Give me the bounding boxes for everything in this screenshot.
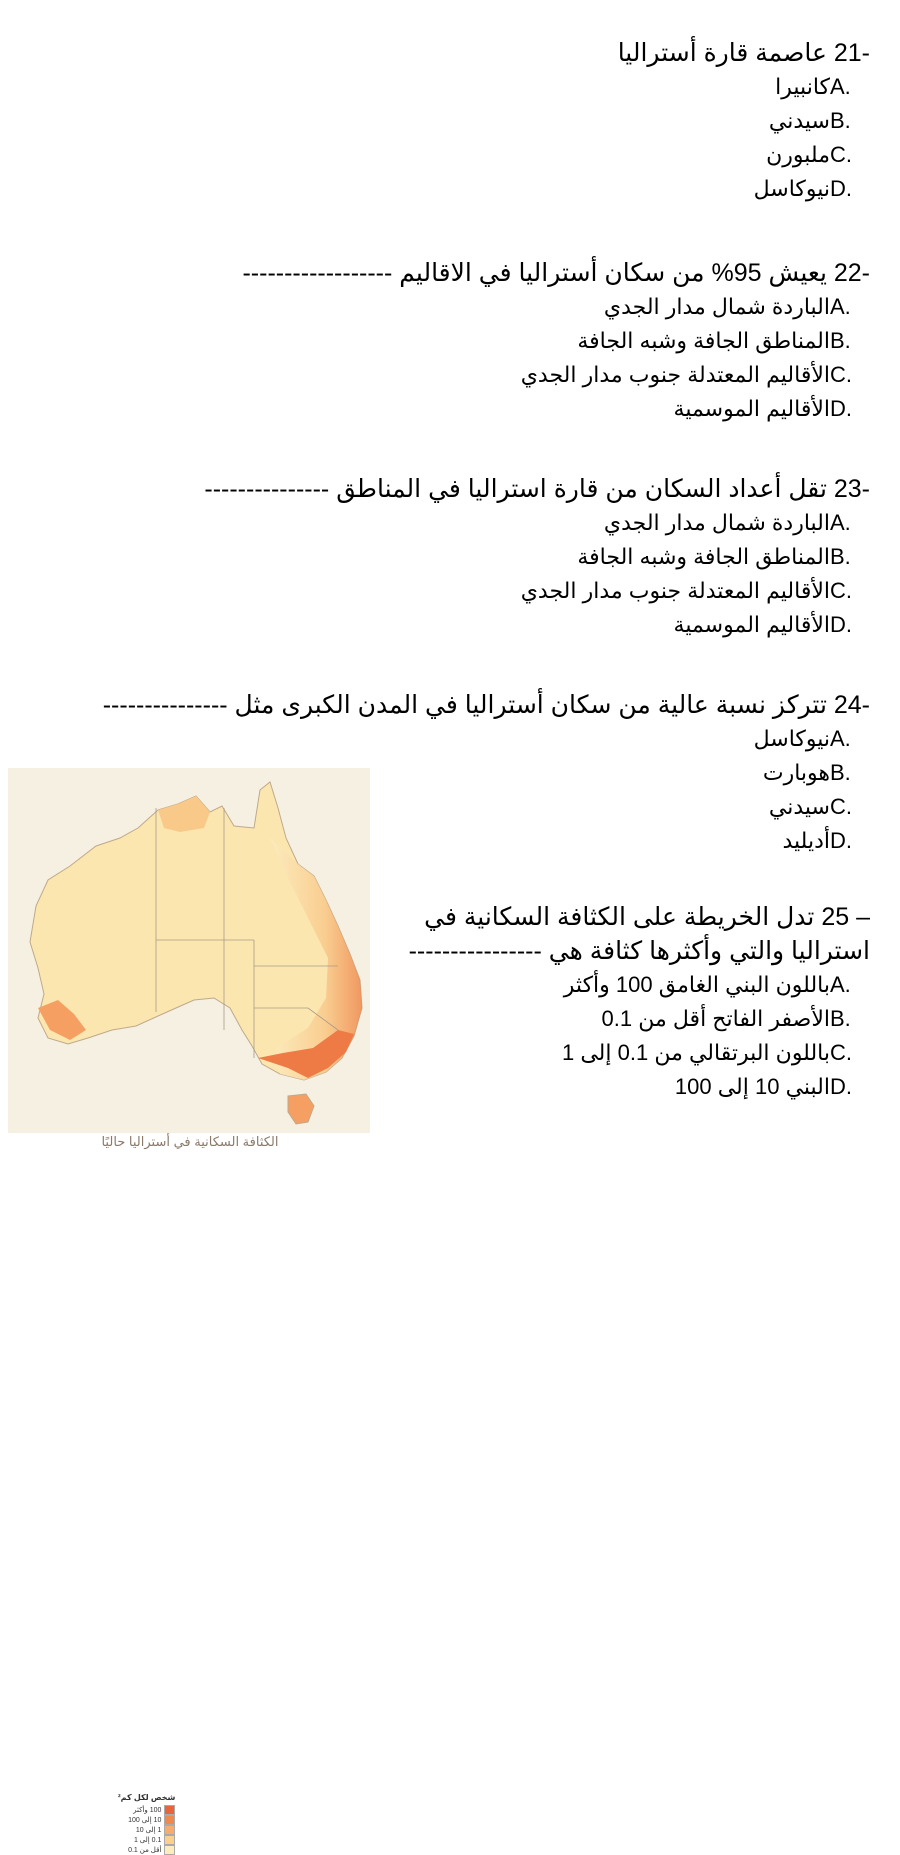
option-text: الأصفر الفاتح أقل من 0.1 <box>601 1006 830 1031</box>
option-letter: A. <box>830 726 851 751</box>
question-number: 25 – <box>821 903 870 931</box>
legend-label: 0.1 إلى 1 <box>133 1837 162 1844</box>
question-q21 <box>618 36 870 206</box>
option-letter: B. <box>830 760 851 785</box>
question-body: تتركز نسبة عالية من سكان أستراليا في المدن الكبرى مثل --------------- <box>102 691 827 719</box>
option-letter: D. <box>830 396 852 421</box>
option-letter: A. <box>830 74 851 99</box>
legend-entry <box>118 1845 175 1855</box>
tasmania-shape <box>288 1094 314 1124</box>
option-letter: B. <box>830 108 851 133</box>
option-letter: B. <box>830 1006 851 1031</box>
option-c[interactable] <box>618 138 870 172</box>
legend-swatch <box>164 1805 175 1815</box>
legend-entry <box>118 1805 175 1815</box>
legend-label: أقل من 0.1 <box>128 1847 162 1854</box>
option-b[interactable] <box>242 324 870 358</box>
option-letter: A. <box>830 294 851 319</box>
option-letter: D. <box>830 1074 852 1099</box>
question-text <box>103 688 870 722</box>
option-letter: D. <box>830 828 852 853</box>
question-text <box>204 472 870 506</box>
option-text: الأقاليم الموسمية <box>673 612 830 637</box>
question-body: تقل أعداد السكان من قارة استراليا في المناطق --------------- <box>204 475 827 503</box>
option-text: باللون البرتقالي من 0.1 إلى 1 <box>561 1040 830 1065</box>
option-text: الباردة شمال مدار الجدي <box>603 510 830 535</box>
option-letter: A. <box>830 510 851 535</box>
option-text: الأقاليم الموسمية <box>673 396 830 421</box>
question-number: 24- <box>833 691 870 719</box>
option-text: ملبورن <box>766 142 830 167</box>
question-number: 23- <box>833 475 870 503</box>
option-a[interactable] <box>380 968 870 1002</box>
option-text: الباردة شمال مدار الجدي <box>603 294 830 319</box>
option-d[interactable] <box>618 172 870 206</box>
option-text: البني 10 إلى 100 <box>674 1074 830 1099</box>
option-text: سيدني <box>768 794 830 819</box>
option-d[interactable] <box>242 392 870 426</box>
option-letter: C. <box>830 1040 852 1065</box>
question-text <box>618 36 870 70</box>
option-letter: C. <box>830 578 852 603</box>
option-text: الأقاليم المعتدلة جنوب مدار الجدي <box>520 362 830 387</box>
option-a[interactable] <box>242 290 870 324</box>
option-letter: C. <box>830 142 852 167</box>
question-number: 22- <box>833 259 870 287</box>
legend-swatch <box>164 1815 175 1825</box>
option-b[interactable] <box>204 540 870 574</box>
question-body: تدل الخريطة على الكثافة السكانية في استراليا والتي وأكثرها كثافة هي ---------------- <box>408 903 870 965</box>
option-d[interactable] <box>380 1070 870 1104</box>
option-text: باللون البني الغامق 100 وأكثر <box>563 972 830 997</box>
option-text: المناطق الجافة وشبه الجافة <box>577 544 830 569</box>
option-text: نيوكاسل <box>753 176 830 201</box>
question-number: 21- <box>833 39 870 67</box>
option-c[interactable] <box>242 358 870 392</box>
option-letter: C. <box>830 362 852 387</box>
option-letter: D. <box>830 612 852 637</box>
map-caption: الكثافة السكانية في أستراليا حاليًا <box>101 1134 279 1149</box>
option-text: سيدني <box>768 108 830 133</box>
option-c[interactable] <box>380 1036 870 1070</box>
legend-label: 100 وأكثر <box>133 1807 162 1814</box>
option-text: المناطق الجافة وشبه الجافة <box>577 328 830 353</box>
legend-entry <box>118 1835 175 1845</box>
legend-entry <box>118 1815 175 1825</box>
option-letter: B. <box>830 544 851 569</box>
legend-title: شخص لكل كم² <box>118 1793 176 1802</box>
question-q23 <box>204 472 870 642</box>
option-letter: C. <box>830 794 852 819</box>
option-b[interactable] <box>618 104 870 138</box>
legend-swatch <box>164 1845 175 1855</box>
legend-label: 10 إلى 100 <box>128 1817 162 1824</box>
option-a[interactable] <box>204 506 870 540</box>
option-b[interactable] <box>380 1002 870 1036</box>
option-a[interactable] <box>103 722 870 756</box>
legend-entry <box>118 1825 175 1835</box>
legend-swatch <box>164 1825 175 1835</box>
question-text <box>242 256 870 290</box>
option-letter: B. <box>830 328 851 353</box>
option-c[interactable] <box>204 574 870 608</box>
option-text: نيوكاسل <box>753 726 830 751</box>
option-a[interactable] <box>618 70 870 104</box>
question-text <box>380 900 870 968</box>
map-legend <box>118 1793 175 1855</box>
legend-swatch <box>164 1835 175 1845</box>
question-body: يعيش 95% من سكان أستراليا في الاقاليم ------------------ <box>242 259 827 287</box>
question-q25 <box>380 900 870 1104</box>
option-text: الأقاليم المعتدلة جنوب مدار الجدي <box>520 578 830 603</box>
legend-label: 1 إلى 10 <box>135 1827 162 1834</box>
option-d[interactable] <box>204 608 870 642</box>
option-letter: D. <box>830 176 852 201</box>
option-letter: A. <box>830 972 851 997</box>
option-text: هوبارت <box>762 760 830 785</box>
option-text: كانبيرا <box>775 74 830 99</box>
question-q22 <box>242 256 870 426</box>
question-body: عاصمة قارة أستراليا <box>617 39 827 67</box>
australia-map-graphic <box>8 768 370 1133</box>
option-text: أديليد <box>782 828 830 853</box>
